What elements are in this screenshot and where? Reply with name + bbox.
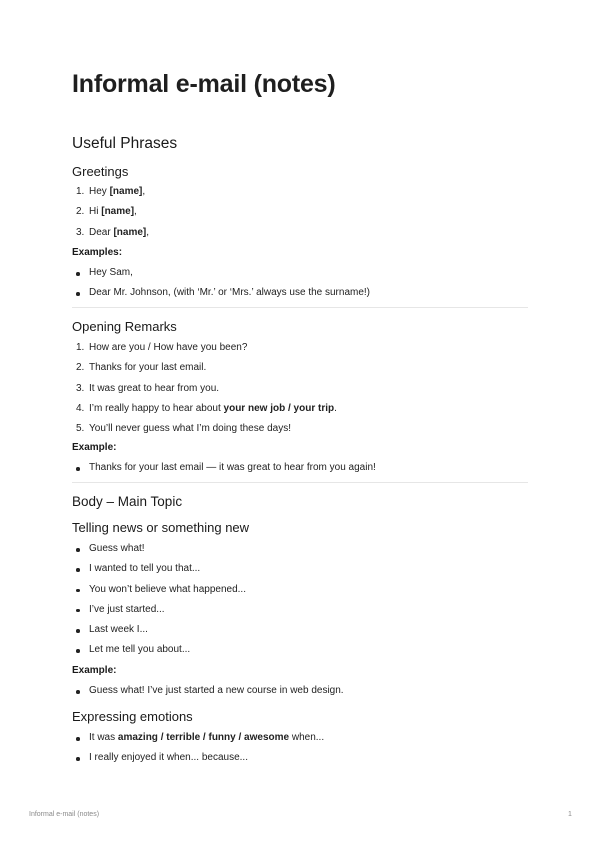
bullet-icon xyxy=(76,272,80,276)
bullet-icon xyxy=(76,757,80,761)
list-item: Let me tell you about... xyxy=(72,643,528,663)
list-item: 1. Hey [name], xyxy=(76,186,146,197)
opening-examples-list xyxy=(72,461,528,481)
list-item: 4. I’m really happy to hear about your new job / your trip. xyxy=(76,402,337,414)
list-item: 2. Thanks for your last email. xyxy=(76,362,207,374)
bullet-icon xyxy=(76,649,80,653)
list-item: Thanks for your last email — it was great to hear from you again! xyxy=(72,461,528,481)
bullet-icon xyxy=(76,467,80,471)
list-item: 3. Dear [name], xyxy=(76,226,150,238)
list-item: I wanted to tell you that... xyxy=(72,562,528,582)
greetings-examples-list xyxy=(72,266,528,307)
opening-remarks-list xyxy=(72,341,528,442)
bullet-icon xyxy=(76,690,80,694)
bullet-icon xyxy=(76,589,80,593)
list-item: I’ve just started... xyxy=(72,603,528,623)
example-label: Example: xyxy=(72,665,117,676)
subheading-telling-news: Telling news or something new xyxy=(72,520,250,535)
list-item: Last week I... xyxy=(72,623,528,643)
greetings-list xyxy=(72,185,528,246)
list-item: Hey Sam, xyxy=(72,266,528,286)
section-heading-body: Body – Main Topic xyxy=(72,494,183,509)
footer-document-title: Informal e-mail (notes) xyxy=(29,811,100,818)
list-item: You won’t believe what happened... xyxy=(72,583,528,603)
subheading-opening-remarks: Opening Remarks xyxy=(72,319,177,334)
list-item: Guess what! I’ve just started a new course in web design. xyxy=(72,684,528,704)
subheading-greetings: Greetings xyxy=(72,164,129,179)
list-item: Guess what! xyxy=(72,542,528,562)
list-item: 2. Hi [name], xyxy=(76,206,137,218)
subheading-expressing-emotions: Expressing emotions xyxy=(72,709,193,724)
list-item: It was amazing / terrible / funny / awesome when... xyxy=(72,731,528,751)
list-item: Dear Mr. Johnson, (with ‘Mr.’ or ‘Mrs.’ always use the surname!) xyxy=(72,286,528,306)
examples-label: Examples: xyxy=(72,247,123,258)
bullet-icon xyxy=(76,609,80,613)
section-heading-useful-phrases: Useful Phrases xyxy=(72,135,178,152)
telling-news-list xyxy=(72,542,528,664)
bullet-icon xyxy=(76,548,80,552)
bullet-icon xyxy=(76,629,80,633)
bullet-icon xyxy=(76,568,80,572)
telling-examples-list xyxy=(72,684,528,704)
list-item: 3. It was great to hear from you. xyxy=(76,382,220,394)
page-title: Informal e-mail (notes) xyxy=(72,70,336,98)
divider xyxy=(72,482,528,483)
example-label: Example: xyxy=(72,442,117,453)
divider xyxy=(72,307,528,308)
bullet-icon xyxy=(76,737,80,741)
list-item: 1. How are you / How have you been? xyxy=(76,342,248,353)
list-item: I really enjoyed it when... because... xyxy=(72,751,528,771)
list-item: 5. You’ll never guess what I’m doing these days! xyxy=(76,423,291,435)
emotions-list xyxy=(72,731,528,772)
bullet-icon xyxy=(76,292,80,296)
footer-page-number: 1 xyxy=(568,811,572,818)
